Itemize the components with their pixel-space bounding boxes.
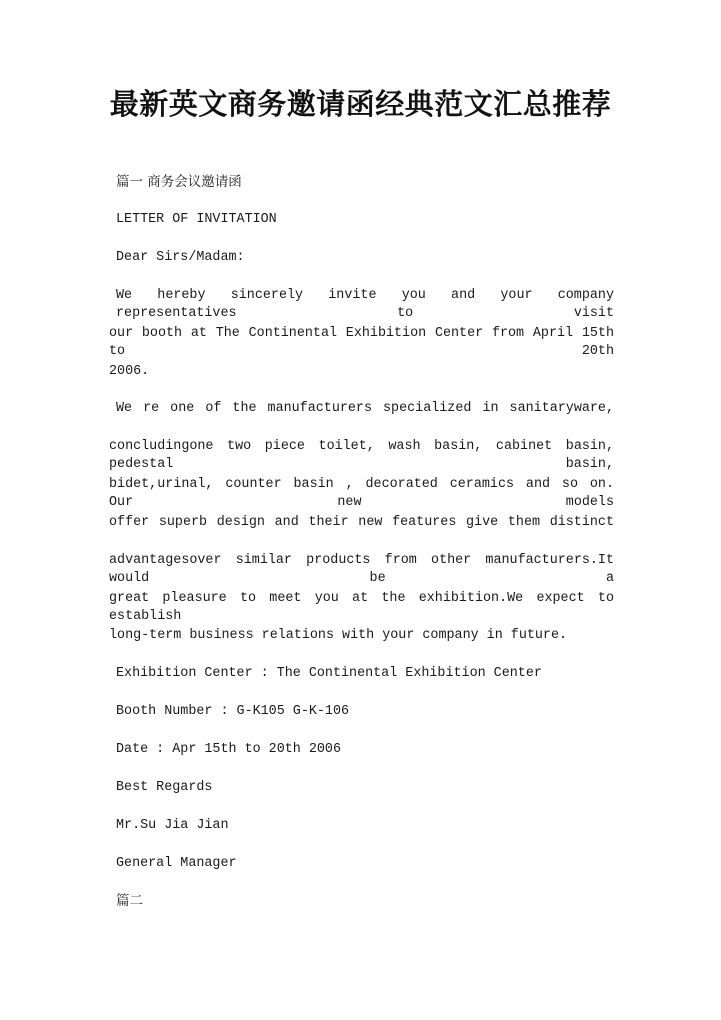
paragraph-2-line-4: offer superb design and their new features give them distinct xyxy=(109,515,614,530)
exhibition-center-detail: Exhibition Center : The Continental Exhibition Center xyxy=(116,666,542,681)
signer-title: General Manager xyxy=(116,856,237,871)
closing: Best Regards xyxy=(116,780,213,795)
section-heading-2: 篇二 xyxy=(116,893,143,909)
paragraph-2-line-7: long-term business relations with your company in future. xyxy=(109,628,568,643)
booth-number-detail: Booth Number : G-K105 G-K-106 xyxy=(116,704,350,719)
signer-name: Mr.Su Jia Jian xyxy=(116,818,229,833)
paragraph-1-line-3: 2006. xyxy=(109,364,150,379)
paragraph-2-line-2: concludingone two piece toilet, wash basin, cabinet basin, pedestal basin, xyxy=(109,439,614,472)
paragraph-1-line-1: We hereby sincerely invite you and your company representatives to visit xyxy=(116,288,614,321)
paragraph-2-line-5: advantagesover similar products from other manufacturers.It would be a xyxy=(109,553,614,586)
letter-heading: LETTER OF INVITATION xyxy=(116,212,277,227)
paragraph-2-line-1: We re one of the manufacturers specialized in sanitaryware, xyxy=(116,401,614,416)
document-title: 最新英文商务邀请函经典范文汇总推荐 xyxy=(109,87,612,121)
date-detail: Date : Apr 15th to 20th 2006 xyxy=(116,742,341,757)
section-heading-1: 篇一 商务会议邀请函 xyxy=(116,174,242,190)
salutation: Dear Sirs/Madam: xyxy=(116,250,245,265)
paragraph-1-line-2: our booth at The Continental Exhibition Center from April 15th to 20th xyxy=(109,326,614,359)
paragraph-2-line-3: bidet,urinal, counter basin , decorated ceramics and so on. Our new models xyxy=(109,477,614,510)
paragraph-2-line-6: great pleasure to meet you at the exhibition.We expect to establish xyxy=(109,591,614,624)
